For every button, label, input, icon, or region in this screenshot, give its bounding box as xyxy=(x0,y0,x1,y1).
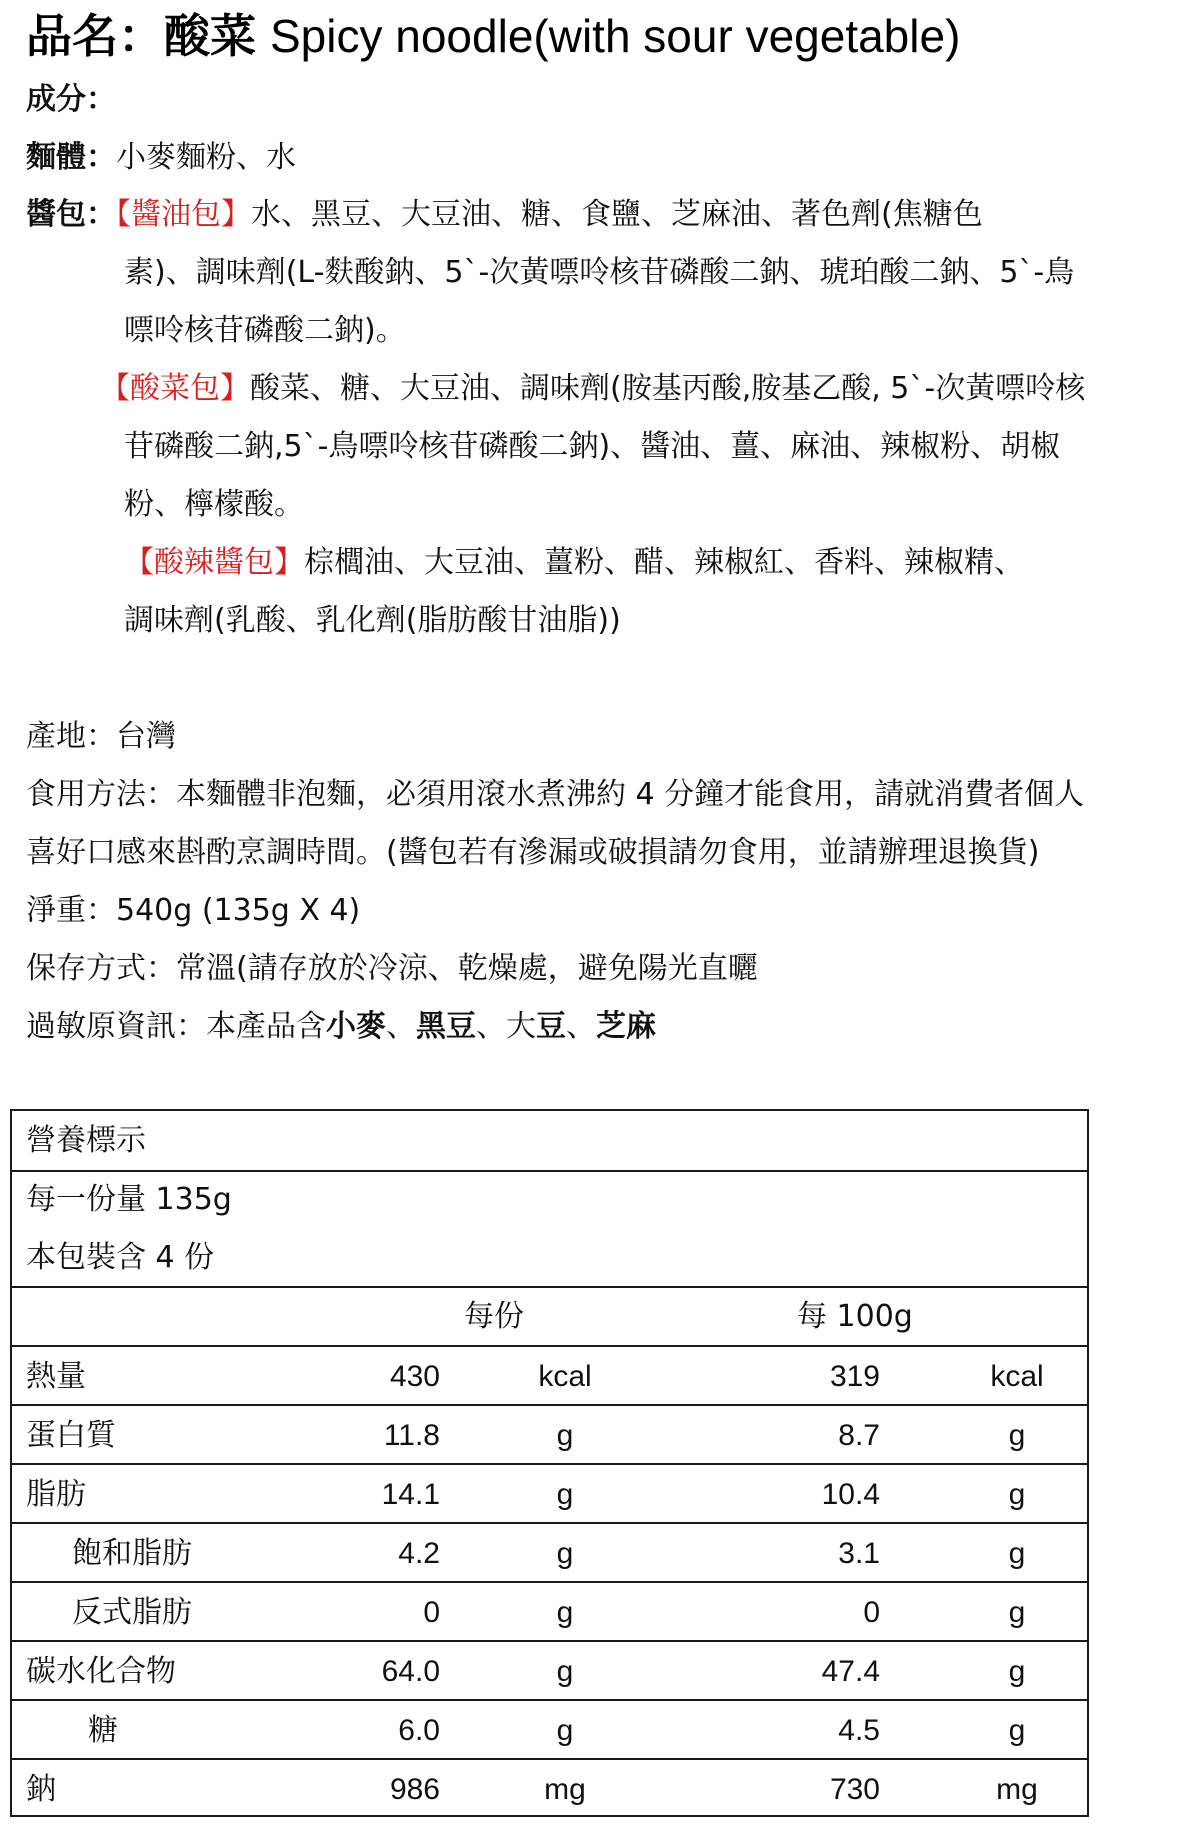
value-per-serving: 986 xyxy=(389,1773,440,1806)
allergen-sep-1: 、 xyxy=(386,1009,416,1044)
nutrient-name: 蛋白質 xyxy=(26,1418,116,1453)
nutrition-row xyxy=(12,1699,1087,1759)
soy-pack-text-1: 水、黑豆、大豆油、糖、食鹽、芝麻油、著色劑(焦糖色 xyxy=(251,197,983,232)
nutrition-row xyxy=(12,1522,1087,1582)
nutrition-header-row xyxy=(12,1286,1087,1346)
allergen-wheat: 小麥 xyxy=(326,1009,386,1044)
product-title xyxy=(26,6,960,66)
unit-per-100g: g xyxy=(1008,1419,1026,1452)
sour-pack-line-1 xyxy=(100,369,1085,409)
nutrition-row xyxy=(12,1758,1087,1818)
unit-per-100g: g xyxy=(1008,1596,1026,1629)
value-per-serving: 11.8 xyxy=(383,1419,440,1452)
ingredients-heading: 成分： xyxy=(26,82,116,117)
allergen-bean: 豆 xyxy=(536,1009,566,1044)
sour-pack-text-1: 酸菜、糖、大豆油、調味劑(胺基丙酸,胺基乙酸, 5`-次黃嘌呤核 xyxy=(250,371,1086,406)
nutrient-name: 飽和脂肪 xyxy=(72,1536,192,1571)
value-per-serving: 4.2 xyxy=(398,1537,440,1570)
nutrition-title-row xyxy=(12,1111,1087,1171)
nutrition-serving-row xyxy=(12,1170,1087,1287)
nutrition-table xyxy=(10,1109,1089,1817)
value-per-100g: 8.7 xyxy=(838,1419,880,1452)
nutrient-name: 反式脂肪 xyxy=(72,1595,192,1630)
value-per-serving: 430 xyxy=(389,1360,440,1393)
soy-pack-line-2: 素)、調味劑(L-麩酸鈉、5`-次黃嘌呤核苷磷酸二鈉、琥珀酸二鈉、5`-鳥 xyxy=(124,255,1075,290)
net-weight-line: 淨重：540g (135g X 4) xyxy=(26,893,361,928)
sour-pack-line-3: 粉、檸檬酸。 xyxy=(124,487,304,522)
unit-per-serving: g xyxy=(556,1655,574,1688)
unit-per-serving: mg xyxy=(544,1773,586,1806)
spicy-pack-line-1 xyxy=(124,543,1024,583)
product-name-english: Spicy noodle(with sour vegetable) xyxy=(270,10,961,62)
sour-pack-line-2: 苷磷酸二鈉,5`-鳥嘌呤核苷磷酸二鈉)、醬油、薑、麻油、辣椒粉、胡椒 xyxy=(124,429,1061,464)
usage-line-1: 食用方法：本麵體非泡麵，必須用滾水煮沸約 4 分鐘才能食用，請就消費者個人 xyxy=(26,777,1085,812)
unit-per-serving: g xyxy=(556,1419,574,1452)
unit-per-100g: kcal xyxy=(990,1360,1044,1393)
nutrient-name: 鈉 xyxy=(26,1772,56,1807)
value-per-serving: 64.0 xyxy=(381,1655,440,1688)
value-per-100g: 47.4 xyxy=(821,1655,880,1688)
value-per-100g: 3.1 xyxy=(838,1537,880,1570)
value-per-100g: 4.5 xyxy=(838,1714,880,1747)
unit-per-100g: g xyxy=(1008,1655,1026,1688)
spicy-pack-text-1: 棕櫚油、大豆油、薑粉、醋、辣椒紅、香料、辣椒精、 xyxy=(304,545,1024,580)
unit-per-serving: g xyxy=(556,1596,574,1629)
soy-pack-line-1 xyxy=(26,195,983,235)
allergen-sep-2: 、大 xyxy=(476,1009,536,1044)
nutrition-row xyxy=(12,1404,1087,1464)
unit-per-serving: g xyxy=(556,1478,574,1511)
allergen-black-bean: 黑豆 xyxy=(416,1009,476,1044)
allergen-sesame: 芝麻 xyxy=(596,1009,656,1044)
serving-size: 每一份量 135g xyxy=(26,1182,232,1217)
nutrient-name: 糖 xyxy=(88,1713,118,1748)
value-per-100g: 0 xyxy=(863,1596,880,1629)
unit-per-serving: kcal xyxy=(538,1360,592,1393)
soy-pack-tag: 【醬油包】 xyxy=(116,197,251,232)
noodle-text: 小麥麵粉、水 xyxy=(116,140,296,175)
allergen-sep-3: 、 xyxy=(566,1009,596,1044)
unit-per-100g: g xyxy=(1008,1478,1026,1511)
col-per-100g: 每 100g xyxy=(797,1299,913,1334)
nutrient-name: 熱量 xyxy=(26,1359,86,1394)
unit-per-100g: g xyxy=(1008,1537,1026,1570)
sour-pack-tag: 【酸菜包】 xyxy=(100,371,250,406)
nutrient-name: 碳水化合物 xyxy=(26,1654,176,1689)
noodle-ingredients xyxy=(26,138,296,178)
spicy-pack-tag: 【酸辣醬包】 xyxy=(124,545,304,580)
soy-pack-line-3: 嘌呤核苷磷酸二鈉)。 xyxy=(124,313,406,348)
unit-per-100g: g xyxy=(1008,1714,1026,1747)
nutrition-row xyxy=(12,1581,1087,1641)
origin-line: 產地：台灣 xyxy=(26,719,176,754)
nutrition-row xyxy=(12,1463,1087,1523)
noodle-label: 麵體： xyxy=(26,140,116,175)
value-per-100g: 319 xyxy=(829,1360,880,1393)
unit-per-serving: g xyxy=(556,1714,574,1747)
spicy-pack-line-2: 調味劑(乳酸、乳化劑(脂肪酸甘油脂)) xyxy=(124,603,621,638)
sauce-label: 醬包： xyxy=(26,197,116,232)
product-name-label: 品名：酸菜 xyxy=(26,9,256,63)
col-per-serving: 每份 xyxy=(464,1299,524,1334)
unit-per-serving: g xyxy=(556,1537,574,1570)
nutrition-row xyxy=(12,1640,1087,1700)
allergen-prefix: 過敏原資訊：本產品含 xyxy=(26,1009,326,1044)
value-per-100g: 730 xyxy=(829,1773,880,1806)
allergen-line xyxy=(26,1007,656,1047)
nutrient-name: 脂肪 xyxy=(26,1477,86,1512)
nutrition-row xyxy=(12,1345,1087,1405)
value-per-serving: 6.0 xyxy=(398,1714,440,1747)
storage-line: 保存方式：常溫(請存放於冷涼、乾燥處，避免陽光直曬 xyxy=(26,951,758,986)
value-per-serving: 14.1 xyxy=(381,1478,440,1511)
value-per-serving: 0 xyxy=(423,1596,440,1629)
usage-line-2: 喜好口感來斟酌烹調時間。(醬包若有滲漏或破損請勿食用，並請辦理退換貨) xyxy=(26,835,1040,870)
value-per-100g: 10.4 xyxy=(821,1478,880,1511)
unit-per-100g: mg xyxy=(996,1773,1038,1806)
servings-per-package: 本包裝含 4 份 xyxy=(26,1240,215,1275)
nutrition-title: 營養標示 xyxy=(26,1123,146,1158)
